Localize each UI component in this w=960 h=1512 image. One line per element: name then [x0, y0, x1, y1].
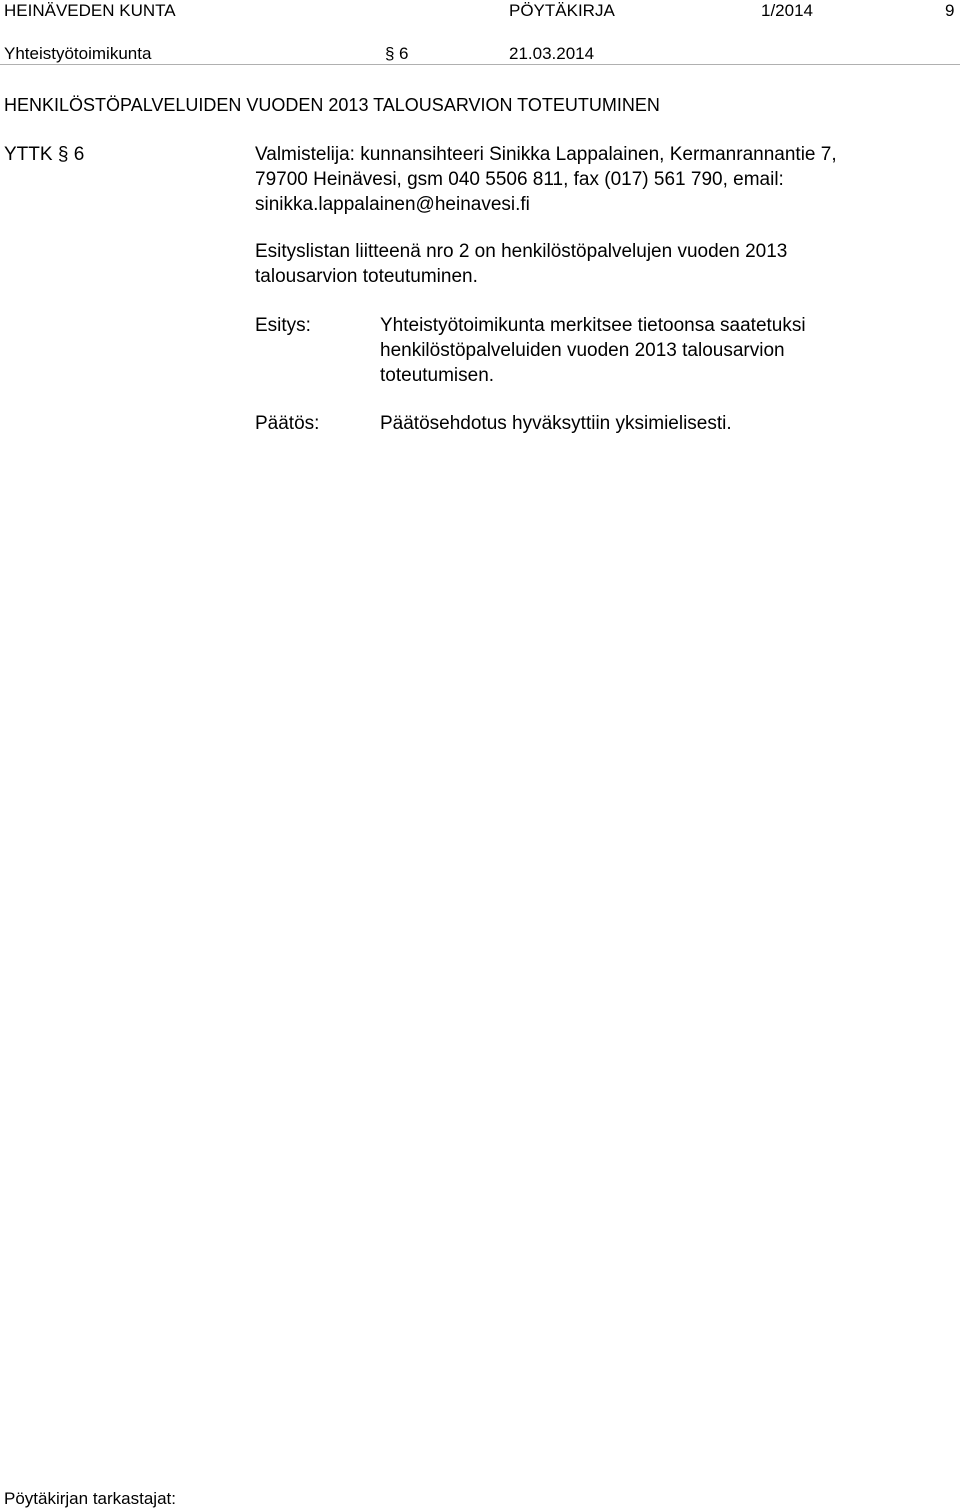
proposal-line: henkilöstöpalveluiden vuoden 2013 talousarvion [380, 340, 785, 361]
section-sign: § [57, 144, 69, 165]
header-divider [0, 64, 960, 65]
decision-label: Päätös: [255, 413, 320, 434]
proposal-label: Esitys: [255, 315, 311, 336]
preparer-block [255, 142, 837, 217]
header-doc-number: 1/2014 [761, 1, 813, 20]
header-section-sign: § [385, 44, 395, 63]
decision-text: Päätösehdotus hyväksyttiin yksimielisesti. [380, 413, 732, 434]
footer-reviewers-label: Pöytäkirjan tarkastajat: [4, 1489, 176, 1508]
header-municipality: HEINÄVEDEN KUNTA [4, 1, 176, 20]
proposal-text [380, 313, 806, 388]
preparer-line: 79700 Heinävesi, gsm 040 5506 811, fax (017) 561 790, email: [255, 169, 784, 190]
attachment-block [255, 239, 787, 289]
attachment-line: Esityslistan liitteenä nro 2 on henkilöstöpalvelujen vuoden 2013 [255, 241, 788, 262]
section-number: 6 [73, 144, 85, 165]
header-page-number: 9 [945, 1, 955, 20]
page-title: HENKILÖSTÖPALVELUIDEN VUODEN 2013 TALOUSARVION TOTEUTUMINEN [4, 95, 660, 115]
section-reference [4, 142, 84, 167]
header-date: 21.03.2014 [509, 44, 595, 63]
header-body-name: Yhteistyötoimikunta [4, 44, 152, 63]
preparer-line: Valmistelija: kunnansihteeri Sinikka Lappalainen, Kermanrannantie 7, [255, 144, 837, 165]
header-section-number: 6 [399, 44, 409, 63]
proposal-line: Yhteistyötoimikunta merkitsee tietoonsa saatetuksi [380, 315, 806, 336]
section-code: YTTK [4, 144, 53, 165]
proposal-line: toteutumisen. [380, 365, 495, 386]
attachment-line: talousarvion toteutuminen. [255, 266, 478, 287]
header-doc-type: PÖYTÄKIRJA [509, 1, 615, 20]
preparer-email: sinikka.lappalainen@heinavesi.fi [255, 194, 530, 215]
